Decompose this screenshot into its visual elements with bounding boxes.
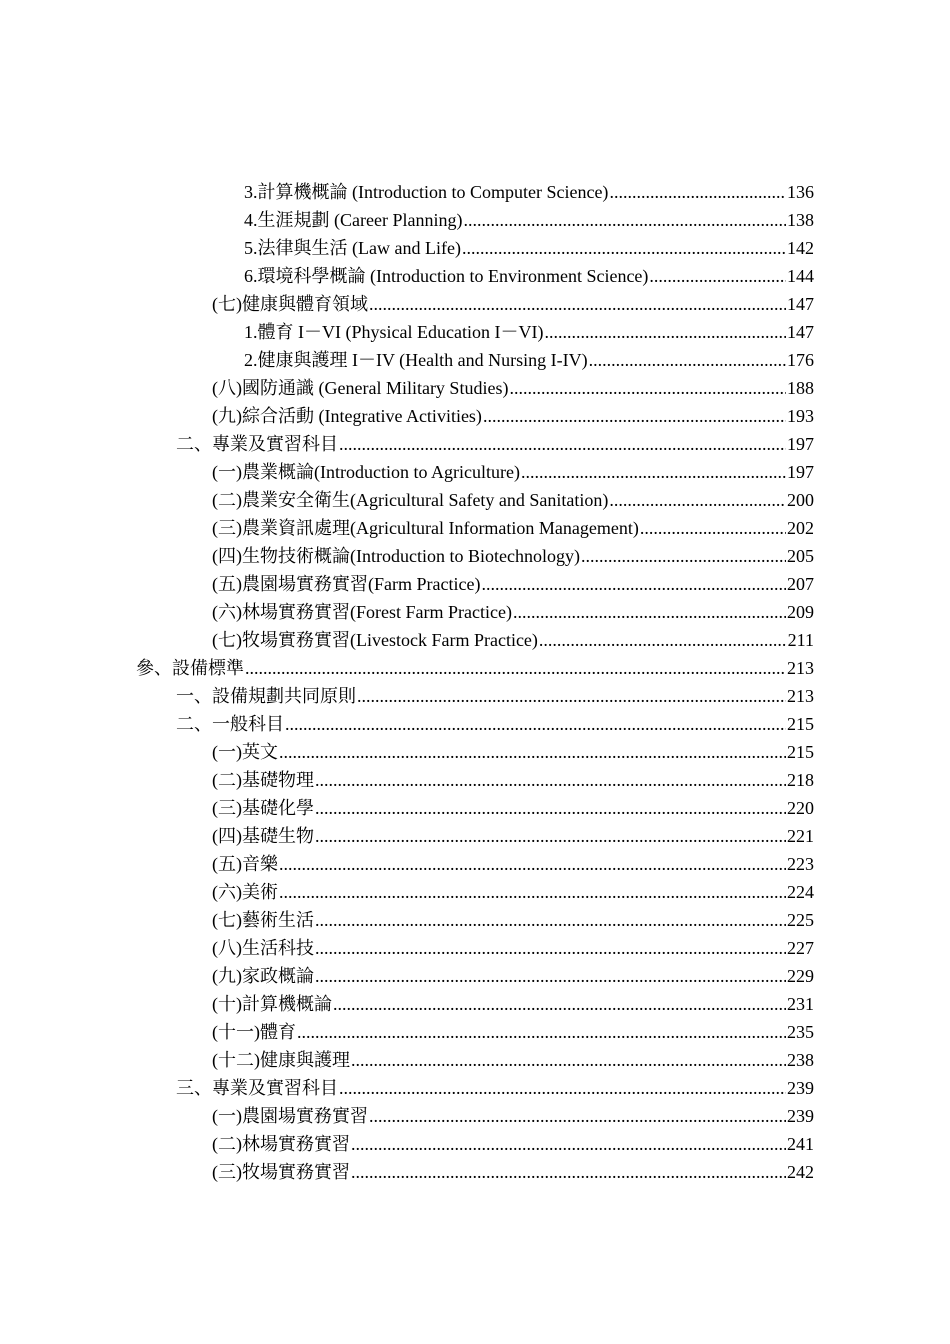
toc-entry-label: (二)林場實務實習: [212, 1134, 350, 1154]
dot-leader: [333, 990, 786, 1018]
toc-entry-page-number: 213: [787, 686, 814, 706]
dot-leader: [285, 710, 786, 738]
toc-entry[interactable]: [212, 570, 814, 598]
toc-entry-page-number: 202: [787, 518, 814, 538]
toc-entry-page-number: 221: [787, 826, 814, 846]
toc-entry-label: (九)家政概論: [212, 966, 314, 986]
toc-entry-label: (三)牧場實務實習: [212, 1162, 350, 1182]
toc-entry-page-number: 138: [787, 210, 814, 230]
toc-entry-page-number: 220: [787, 798, 814, 818]
dot-leader: [369, 290, 786, 318]
toc-entry[interactable]: [244, 178, 814, 206]
toc-entry-page-number: 205: [787, 546, 814, 566]
toc-entry[interactable]: [212, 906, 814, 934]
toc-entry-label: (十二)健康與護理: [212, 1050, 350, 1070]
toc-entry-label: (四)生物技術概論(Introduction to Biotechnology): [212, 546, 580, 566]
toc-entry-page-number: 136: [787, 182, 814, 202]
toc-entry-page-number: 193: [787, 406, 814, 426]
toc-entry-page-number: 147: [787, 294, 814, 314]
toc-entry[interactable]: [212, 878, 814, 906]
dot-leader: [463, 206, 786, 234]
toc-entry-page-number: 200: [787, 490, 814, 510]
toc-entry-label: (二)基礎物理: [212, 770, 314, 790]
toc-entry-label: (一)農業概論(Introduction to Agriculture): [212, 462, 520, 482]
toc-entry-label: 2.健康與護理 I－IV (Health and Nursing I-IV): [244, 350, 588, 370]
toc-entry[interactable]: [212, 486, 814, 514]
toc-entry-label: (五)音樂: [212, 854, 278, 874]
dot-leader: [351, 1158, 786, 1186]
dot-leader: [339, 1074, 786, 1102]
toc-entry-label: 二、專業及實習科目: [176, 434, 338, 454]
toc-entry-label: 5.法律與生活 (Law and Life): [244, 238, 461, 258]
toc-entry-page-number: 197: [787, 434, 814, 454]
toc-entry-page-number: 224: [787, 882, 814, 902]
dot-leader: [609, 486, 786, 514]
toc-entry[interactable]: [212, 766, 814, 794]
toc-entry-page-number: 147: [787, 322, 814, 342]
dot-leader: [589, 346, 786, 374]
toc-entry-label: (六)美術: [212, 882, 278, 902]
toc-entry-page-number: 215: [787, 714, 814, 734]
toc-entry-page-number: 144: [787, 266, 814, 286]
toc-entry[interactable]: [212, 990, 814, 1018]
dot-leader: [297, 1018, 786, 1046]
toc-entry[interactable]: [244, 234, 814, 262]
toc-entry[interactable]: [212, 822, 814, 850]
toc-entry-label: 3.計算機概論 (Introduction to Computer Science): [244, 182, 609, 202]
toc-entry-label: (九)綜合活動 (Integrative Activities): [212, 406, 482, 426]
toc-entry-page-number: 218: [787, 770, 814, 790]
toc-entry-page-number: 239: [787, 1106, 814, 1126]
dot-leader: [315, 962, 786, 990]
toc-entry[interactable]: [212, 794, 814, 822]
toc-entry-label: 一、設備規劃共同原則: [176, 686, 356, 706]
toc-entry[interactable]: [244, 346, 814, 374]
toc-entry-label: (五)農園場實務實習(Farm Practice): [212, 574, 481, 594]
dot-leader: [339, 430, 786, 458]
toc-entry[interactable]: [136, 654, 814, 682]
toc-entry[interactable]: [212, 402, 814, 430]
toc-entry-page-number: 239: [787, 1078, 814, 1098]
dot-leader: [521, 458, 786, 486]
toc-entry-page-number: 225: [787, 910, 814, 930]
dot-leader: [315, 934, 786, 962]
toc-entry-page-number: 188: [787, 378, 814, 398]
dot-leader: [539, 626, 787, 654]
dot-leader: [544, 318, 786, 346]
toc-entry[interactable]: [212, 290, 814, 318]
toc-entry[interactable]: [212, 374, 814, 402]
dot-leader: [640, 514, 786, 542]
toc-entry[interactable]: [176, 1074, 814, 1102]
toc-entry-page-number: 235: [787, 1022, 814, 1042]
toc-entry-page-number: 242: [787, 1162, 814, 1182]
toc-entry[interactable]: [212, 626, 814, 654]
toc-entry-label: 三、專業及實習科目: [176, 1078, 338, 1098]
toc-entry-page-number: 209: [787, 602, 814, 622]
toc-entry-label: (八)生活科技: [212, 938, 314, 958]
toc-entry-label: 二、一般科目: [176, 714, 284, 734]
toc-entry[interactable]: [212, 514, 814, 542]
dot-leader: [315, 906, 786, 934]
toc-entry-label: (一)英文: [212, 742, 278, 762]
toc-entry[interactable]: [244, 318, 814, 346]
toc-entry-label: (二)農業安全衛生(Agricultural Safety and Sanitation): [212, 490, 609, 510]
toc-entry-label: 6.環境科學概論 (Introduction to Environment Science): [244, 266, 649, 286]
dot-leader: [279, 878, 786, 906]
toc-entry-page-number: 142: [787, 238, 814, 258]
dot-leader: [351, 1130, 786, 1158]
toc-entry-label: 1.體育 I－VI (Physical Education I－VI): [244, 322, 544, 342]
dot-leader: [357, 682, 786, 710]
dot-leader: [279, 738, 786, 766]
toc-entry-label: (四)基礎生物: [212, 826, 314, 846]
dot-leader: [509, 374, 786, 402]
toc-entry-label: (七)牧場實務實習(Livestock Farm Practice): [212, 630, 538, 650]
toc-entry[interactable]: [212, 1102, 814, 1130]
toc-entry-page-number: 227: [787, 938, 814, 958]
toc-entry[interactable]: [176, 682, 814, 710]
toc-entry[interactable]: [212, 962, 814, 990]
dot-leader: [609, 178, 786, 206]
dot-leader: [315, 794, 786, 822]
toc-entry-page-number: 211: [787, 630, 814, 650]
toc-entry-page-number: 213: [787, 658, 814, 678]
toc-entry[interactable]: [212, 598, 814, 626]
toc-entry[interactable]: [212, 542, 814, 570]
toc-entry[interactable]: [212, 1130, 814, 1158]
dot-leader: [483, 402, 786, 430]
dot-leader: [581, 542, 786, 570]
toc-entry-label: (十一)體育: [212, 1022, 296, 1042]
dot-leader: [245, 654, 786, 682]
dot-leader: [351, 1046, 786, 1074]
toc-entry-label: (六)林場實務實習(Forest Farm Practice): [212, 602, 512, 622]
toc-entry[interactable]: [212, 1158, 814, 1186]
toc-entry-page-number: 241: [787, 1134, 814, 1154]
toc-entry-page-number: 238: [787, 1050, 814, 1070]
toc-entry-label: (三)基礎化學: [212, 798, 314, 818]
toc-entry-label: (七)藝術生活: [212, 910, 314, 930]
toc-entry-page-number: 176: [787, 350, 814, 370]
table-of-contents: [0, 178, 950, 1186]
toc-entry-page-number: 231: [787, 994, 814, 1014]
dot-leader: [315, 822, 786, 850]
toc-entry-label: 參、設備標準: [136, 658, 244, 678]
toc-entry-label: (三)農業資訊處理(Agricultural Information Management): [212, 518, 639, 538]
toc-entry-label: (七)健康與體育領域: [212, 294, 368, 314]
toc-entry-page-number: 215: [787, 742, 814, 762]
toc-entry-page-number: 197: [787, 462, 814, 482]
toc-entry[interactable]: [212, 934, 814, 962]
toc-entry-label: (十)計算機概論: [212, 994, 332, 1014]
dot-leader: [513, 598, 786, 626]
dot-leader: [481, 570, 786, 598]
toc-entry[interactable]: [176, 710, 814, 738]
toc-entry[interactable]: [212, 738, 814, 766]
toc-entry[interactable]: [176, 430, 814, 458]
toc-entry-page-number: 207: [787, 574, 814, 594]
dot-leader: [279, 850, 786, 878]
toc-entry[interactable]: [212, 458, 814, 486]
toc-entry[interactable]: [212, 1046, 814, 1074]
toc-entry[interactable]: [212, 1018, 814, 1046]
dot-leader: [369, 1102, 786, 1130]
dot-leader: [649, 262, 786, 290]
toc-entry[interactable]: [244, 206, 814, 234]
toc-entry[interactable]: [244, 262, 814, 290]
toc-entry-label: (八)國防通識 (General Military Studies): [212, 378, 509, 398]
dot-leader: [462, 234, 786, 262]
toc-entry[interactable]: [212, 850, 814, 878]
toc-entry-label: 4.生涯規劃 (Career Planning): [244, 210, 463, 230]
dot-leader: [315, 766, 786, 794]
toc-entry-label: (一)農園場實務實習: [212, 1106, 368, 1126]
toc-entry-page-number: 223: [787, 854, 814, 874]
toc-entry-page-number: 229: [787, 966, 814, 986]
